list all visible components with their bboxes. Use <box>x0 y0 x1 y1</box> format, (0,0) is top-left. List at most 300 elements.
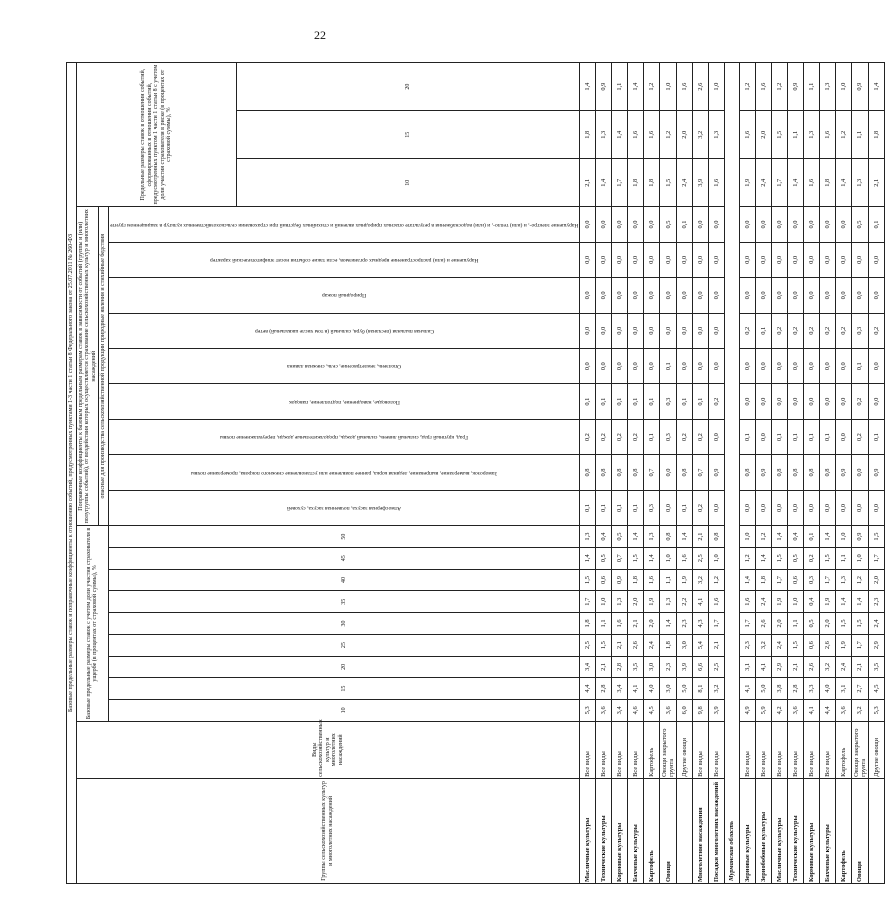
coef-cell: 0,8 <box>580 455 596 490</box>
coef-cell: 0,0 <box>819 490 835 525</box>
rotated-table <box>66 62 880 884</box>
table-row <box>851 63 868 884</box>
coef-cell: 0,0 <box>819 278 835 313</box>
coef-cell: 0,0 <box>580 278 596 313</box>
base-rate-cell: 3,5 <box>868 656 884 678</box>
coef-cell: 0,0 <box>851 278 868 313</box>
base-rate-cell: 0,4 <box>596 526 612 548</box>
right-rate-cell: 1,7 <box>612 159 628 207</box>
base-rate-cell: 4,9 <box>739 699 755 721</box>
base-rate-cell: 0,6 <box>596 569 612 591</box>
coef-cell: 0,1 <box>819 419 835 454</box>
coef-cell: 0,1 <box>677 207 693 242</box>
coef-cell: 0,0 <box>868 490 884 525</box>
row-crop: Все виды <box>709 721 725 778</box>
coef-cell: 0,1 <box>787 419 803 454</box>
base-rate-cell: 3,1 <box>739 656 755 678</box>
base-rate-cell: 2,1 <box>596 656 612 678</box>
base-rate-cell: 2,3 <box>739 634 755 656</box>
row-crop: Другие овощи <box>677 721 693 778</box>
header-base-rates: Базовые предельные размеры ставок с учетом доли участия страхователя в ущербе (в процентах от страховой суммы), % <box>76 526 108 721</box>
base-rate-cell: 4,1 <box>693 591 709 613</box>
coef-cell: 0,3 <box>644 490 660 525</box>
base-rate-cell: 1,7 <box>739 613 755 635</box>
right-rate-cell: 2,4 <box>677 159 693 207</box>
base-rate-cell: 2,4 <box>868 613 884 635</box>
rates-table <box>66 62 885 884</box>
coef-cell: 0,0 <box>868 242 884 277</box>
coef-cell: 0,0 <box>628 278 644 313</box>
coef-cell: 0,0 <box>677 242 693 277</box>
base-rate-cell: 1,0 <box>835 526 851 548</box>
row-crop: Все виды <box>596 721 612 778</box>
row-crop: Другие овощи <box>868 721 884 778</box>
base-rate-cell: 1,4 <box>835 591 851 613</box>
coef-cell: 0,2 <box>628 419 644 454</box>
coef-cell: 0,0 <box>739 490 755 525</box>
coef-cell: 0,0 <box>868 278 884 313</box>
header-right: Предельные размеры ставок в отношении событий, сформированных в отношении событий, предусмотренных пунктом 1 части 1 статьи 8 с учетом доли участия страхователя в риске (в процентах от страховой суммы), % <box>76 63 237 207</box>
row-crop: Все виды <box>628 721 644 778</box>
coef-cell: 0,0 <box>596 313 612 348</box>
row-group: Масличные культуры <box>771 778 787 883</box>
base-rate-cell: 1,1 <box>787 613 803 635</box>
base-rate-cell: 0,4 <box>803 591 819 613</box>
base-rate-cell: 1,4 <box>771 526 787 548</box>
coef-cell: 0,0 <box>755 207 771 242</box>
base-rate-cell: 0,4 <box>787 526 803 548</box>
base-rate-cell: 2,6 <box>628 634 644 656</box>
coef-cell: 0,2 <box>851 419 868 454</box>
base-rate-cell: 1,7 <box>771 569 787 591</box>
base-rate-cell: 4,2 <box>771 699 787 721</box>
base-rate-cell: 3,6 <box>835 699 851 721</box>
right-rate-cell: 3,2 <box>693 111 709 159</box>
coef-cell: 0,0 <box>628 242 644 277</box>
base-rate-cell: 3,4 <box>612 699 628 721</box>
base-rate-cell: 2,1 <box>693 526 709 548</box>
base-rate-cell: 3,2 <box>755 634 771 656</box>
row-crop: Картофель <box>644 721 660 778</box>
right-rate-cell: 1,1 <box>612 63 628 111</box>
franchise-30: 30 <box>108 613 579 635</box>
section2-body <box>739 63 884 884</box>
table-row <box>693 63 709 884</box>
coef-cell: 0,8 <box>677 455 693 490</box>
coef-cell: 0,1 <box>693 384 709 419</box>
franchise-45: 45 <box>108 547 579 569</box>
base-rate-cell: 1,3 <box>612 591 628 613</box>
coef-cell: 0,8 <box>628 455 644 490</box>
base-rate-cell: 1,4 <box>628 526 644 548</box>
right-rate-cell: 1,4 <box>580 63 596 111</box>
row-group: Овощи <box>851 778 868 883</box>
coef-cell: 0,8 <box>787 455 803 490</box>
coef-cell: 0,0 <box>693 278 709 313</box>
table-row <box>677 63 693 884</box>
base-rate-cell: 3,8 <box>771 678 787 700</box>
row-group: Масличные культуры <box>580 778 596 883</box>
row-crop: Все виды <box>739 721 755 778</box>
right-rate-cell: 1,2 <box>644 63 660 111</box>
base-rate-cell: 4,3 <box>693 613 709 635</box>
base-rate-cell: 1,1 <box>835 547 851 569</box>
base-rate-cell: 2,7 <box>851 678 868 700</box>
table-row <box>739 63 755 884</box>
coef-cell: 0,0 <box>739 349 755 384</box>
base-rate-cell: 2,9 <box>868 634 884 656</box>
base-rate-cell: 3,9 <box>677 656 693 678</box>
row-group: Бахчевые культуры <box>819 778 835 883</box>
base-rate-cell: 2,5 <box>709 656 725 678</box>
table-row <box>580 63 596 884</box>
base-rate-cell: 4,5 <box>644 699 660 721</box>
coef-cell: 0,0 <box>677 313 693 348</box>
header-crop: Виды сельскохозяйственных культур и многолетних насаждений <box>76 721 580 778</box>
coef-cell: 0,0 <box>596 278 612 313</box>
base-rate-cell: 2,1 <box>787 656 803 678</box>
right-rate-cell: 0,9 <box>596 63 612 111</box>
base-rate-cell: 1,4 <box>677 526 693 548</box>
table-title: Базовые предельные размеры ставок и поправочные коэффициенты к отношению событий, предусмотренных пунктами 1-3 части 1 статьи 8 Федерального закона от 25.07.2011 № 260-ФЗ <box>67 63 77 884</box>
right-rate-cell: 2,1 <box>580 159 596 207</box>
coef-cell: 0,0 <box>755 384 771 419</box>
coef-cell: 0,0 <box>755 278 771 313</box>
row-crop: Овощи закрытого грунта <box>660 721 677 778</box>
right-rate-cell: 1,4 <box>596 159 612 207</box>
coef-cell: 0,0 <box>851 455 868 490</box>
base-rate-cell: 4,1 <box>739 678 755 700</box>
base-rate-cell: 6,6 <box>693 656 709 678</box>
franchise-15: 15 <box>108 678 579 700</box>
base-rate-cell: 2,2 <box>677 591 693 613</box>
coef-cell: 0,0 <box>803 349 819 384</box>
right-rate-cell: 1,8 <box>644 159 660 207</box>
right-rate-cell: 1,8 <box>819 159 835 207</box>
base-rate-cell: 1,5 <box>835 613 851 635</box>
right-rate-cell: 1,5 <box>771 111 787 159</box>
coef-cell: 0,1 <box>677 384 693 419</box>
coef-cell: 0,0 <box>644 278 660 313</box>
region-row-body <box>725 63 739 884</box>
base-rate-cell: 1,5 <box>819 547 835 569</box>
table-row <box>612 63 628 884</box>
coef-cell: 0,0 <box>771 207 787 242</box>
coef-cell: 0,0 <box>644 349 660 384</box>
coef-cell: 0,0 <box>771 384 787 419</box>
coef-cell: 0,1 <box>644 384 660 419</box>
coef-cell: 0,0 <box>580 349 596 384</box>
coef-cell: 0,0 <box>709 419 725 454</box>
base-rate-cell: 1,8 <box>660 634 677 656</box>
right-franchise-10: 10 <box>237 159 580 207</box>
coef-cell: 0,0 <box>868 349 884 384</box>
coef-cell: 0,2 <box>709 384 725 419</box>
base-rate-cell: 2,9 <box>771 656 787 678</box>
base-rate-cell: 2,4 <box>755 591 771 613</box>
base-rate-cell: 1,5 <box>851 613 868 635</box>
coef-cell: 0,0 <box>771 349 787 384</box>
row-group: Зерновые культуры <box>739 778 755 883</box>
row-group: Картофель <box>644 778 660 883</box>
coef-cell: 0,1 <box>755 313 771 348</box>
base-rate-cell: 1,9 <box>835 634 851 656</box>
row-group: Кормовые культуры <box>803 778 819 883</box>
coef-cell: 0,0 <box>628 207 644 242</box>
coef-cell: 0,0 <box>677 349 693 384</box>
coef-cell: 0,0 <box>644 242 660 277</box>
region-title: Мурманская область <box>725 63 739 884</box>
coef-cell: 0,0 <box>755 242 771 277</box>
coef-cell: 0,0 <box>787 384 803 419</box>
row-crop: Овощи закрытого грунта <box>851 721 868 778</box>
base-rate-cell: 2,0 <box>644 613 660 635</box>
base-rate-cell: 1,9 <box>819 591 835 613</box>
base-rate-cell: 1,6 <box>612 613 628 635</box>
header-group: Группы сельскохозяйственных культур и многолетних насаждений <box>76 778 580 883</box>
right-rate-cell: 1,0 <box>709 63 725 111</box>
base-rate-cell: 1,5 <box>771 547 787 569</box>
base-rate-cell: 2,6 <box>803 656 819 678</box>
row-group <box>677 778 693 883</box>
base-rate-cell: 1,7 <box>580 591 596 613</box>
base-rate-cell: 3,1 <box>835 678 851 700</box>
coef-cell: 0,1 <box>868 419 884 454</box>
franchise-50: 50 <box>108 526 579 548</box>
coef-cell: 0,0 <box>835 349 851 384</box>
row-crop: Все виды <box>787 721 803 778</box>
row-group: Технические культуры <box>596 778 612 883</box>
right-rate-cell: 1,1 <box>851 111 868 159</box>
coef-cell: 0,0 <box>835 242 851 277</box>
base-rate-cell: 0,9 <box>851 526 868 548</box>
coef-cell: 0,0 <box>660 278 677 313</box>
base-rate-cell: 1,5 <box>580 569 596 591</box>
base-rate-cell: 1,2 <box>851 569 868 591</box>
coef-cell: 0,0 <box>709 207 725 242</box>
base-rate-cell: 4,1 <box>755 656 771 678</box>
base-rate-cell: 0,5 <box>596 547 612 569</box>
coef-cell: 0,1 <box>803 419 819 454</box>
coef-cell: 0,0 <box>755 419 771 454</box>
base-rate-cell: 0,9 <box>612 569 628 591</box>
event-col-2: Град, крупный град, сильный ливень, сильный дождь, продолжительные дожди, переувлажнение почвы <box>220 434 469 441</box>
table-row <box>868 63 884 884</box>
coef-cell: 0,0 <box>835 384 851 419</box>
base-rate-cell: 8,1 <box>693 678 709 700</box>
base-rate-cell: 1,6 <box>677 547 693 569</box>
coef-cell: 0,1 <box>580 490 596 525</box>
base-rate-cell: 2,3 <box>660 656 677 678</box>
event-col-0: Атмосферная засуха, почвенная засуха, суховей <box>287 505 402 512</box>
coef-cell: 0,1 <box>739 419 755 454</box>
right-rate-cell: 1,6 <box>819 111 835 159</box>
base-rate-cell: 3,2 <box>693 569 709 591</box>
coef-cell: 0,9 <box>868 455 884 490</box>
coef-cell: 0,2 <box>803 313 819 348</box>
right-rate-cell: 0,9 <box>787 63 803 111</box>
base-rate-cell: 3,2 <box>819 656 835 678</box>
coef-cell: 0,0 <box>709 313 725 348</box>
coef-cell: 0,1 <box>596 490 612 525</box>
base-rate-cell: 1,7 <box>819 569 835 591</box>
coef-cell: 0,1 <box>868 207 884 242</box>
base-rate-cell: 1,4 <box>660 613 677 635</box>
right-rate-cell: 1,2 <box>835 111 851 159</box>
coef-cell: 0,0 <box>628 349 644 384</box>
base-rate-cell: 1,6 <box>709 591 725 613</box>
coef-cell: 0,0 <box>660 490 677 525</box>
row-crop: Все виды <box>803 721 819 778</box>
coef-cell: 0,1 <box>677 490 693 525</box>
coef-cell: 0,1 <box>628 384 644 419</box>
row-group: Зернобобовые культуры <box>755 778 771 883</box>
base-rate-cell: 1,0 <box>787 591 803 613</box>
coef-cell: 0,0 <box>660 455 677 490</box>
page-number: 22 <box>314 28 326 42</box>
base-rate-cell: 3,2 <box>851 699 868 721</box>
base-rate-cell: 1,2 <box>709 569 725 591</box>
base-rate-cell: 0,5 <box>612 526 628 548</box>
coef-cell: 0,0 <box>771 242 787 277</box>
franchise-35: 35 <box>108 591 579 613</box>
base-rate-cell: 3,6 <box>596 699 612 721</box>
right-rate-cell: 1,3 <box>851 159 868 207</box>
base-rate-cell: 1,1 <box>596 613 612 635</box>
base-rate-cell: 4,6 <box>628 699 644 721</box>
right-rate-cell: 1,2 <box>771 63 787 111</box>
row-group <box>868 778 884 883</box>
coef-cell: 0,0 <box>660 242 677 277</box>
coef-cell: 0,0 <box>739 278 755 313</box>
base-rate-cell: 3,6 <box>787 699 803 721</box>
base-rate-cell: 2,0 <box>628 591 644 613</box>
coef-cell: 0,0 <box>755 349 771 384</box>
coef-cell: 0,0 <box>787 278 803 313</box>
base-rate-cell: 1,1 <box>660 569 677 591</box>
franchise-20: 20 <box>108 656 579 678</box>
base-rate-cell: 2,6 <box>819 634 835 656</box>
right-rate-cell: 1,8 <box>580 111 596 159</box>
coef-cell: 0,8 <box>596 455 612 490</box>
coef-cell: 0,0 <box>677 278 693 313</box>
right-rate-cell: 2,1 <box>868 159 884 207</box>
table-row <box>803 63 819 884</box>
coef-cell: 0,8 <box>739 455 755 490</box>
base-rate-cell: 4,4 <box>819 699 835 721</box>
coef-cell: 0,8 <box>612 455 628 490</box>
right-rate-cell: 1,4 <box>868 63 884 111</box>
header-coef: Поправочные коэффициенты к базовым предельным размерам ставок в зависимости от событий (группы и (или) полугруппы событий), от воздействия которых осуществляется страхование сельскохозяйственных культур и многолетних насаждений <box>76 207 99 526</box>
base-rate-cell: 5,3 <box>868 699 884 721</box>
coef-cell: 0,2 <box>693 419 709 454</box>
coef-cell: 0,0 <box>787 242 803 277</box>
coef-cell: 0,0 <box>693 313 709 348</box>
base-rate-cell: 2,0 <box>868 569 884 591</box>
coef-cell: 0,0 <box>771 490 787 525</box>
base-rate-cell: 6,0 <box>677 699 693 721</box>
coef-cell: 0,1 <box>771 419 787 454</box>
right-rate-cell: 1,8 <box>628 159 644 207</box>
base-rate-cell: 4,1 <box>803 699 819 721</box>
coef-cell: 0,2 <box>835 313 851 348</box>
coef-cell: 0,7 <box>693 455 709 490</box>
coef-cell: 0,0 <box>580 207 596 242</box>
base-rate-cell: 0,6 <box>787 569 803 591</box>
coef-cell: 0,0 <box>771 278 787 313</box>
coef-cell: 0,1 <box>596 384 612 419</box>
coef-cell: 0,0 <box>612 278 628 313</box>
base-rate-cell: 0,5 <box>803 613 819 635</box>
coef-cell: 0,9 <box>709 455 725 490</box>
coef-cell: 0,2 <box>580 419 596 454</box>
coef-cell: 0,0 <box>709 242 725 277</box>
base-rate-cell: 1,0 <box>660 547 677 569</box>
coef-cell: 0,2 <box>868 313 884 348</box>
right-rate-cell: 1,4 <box>787 159 803 207</box>
base-rate-cell: 1,4 <box>644 547 660 569</box>
coef-cell: 0,0 <box>819 384 835 419</box>
right-rate-cell: 1,6 <box>755 63 771 111</box>
base-rate-cell: 1,6 <box>739 591 755 613</box>
base-rate-cell: 1,6 <box>644 569 660 591</box>
coef-cell: 0,0 <box>819 349 835 384</box>
event-col-5: Сильная пыльная (песчаная) буря, сильный (в том числе шквальный) ветер <box>254 327 434 334</box>
right-rate-cell: 1,6 <box>677 63 693 111</box>
coef-cell: 0,9 <box>835 455 851 490</box>
coef-cell: 0,0 <box>596 207 612 242</box>
coef-cell: 0,0 <box>819 242 835 277</box>
base-rate-cell: 5,4 <box>693 634 709 656</box>
coef-cell: 0,0 <box>803 207 819 242</box>
right-rate-cell: 1,8 <box>868 111 884 159</box>
right-franchise-20: 20 <box>237 63 580 111</box>
coef-cell: 0,0 <box>835 490 851 525</box>
table-row <box>819 63 835 884</box>
right-rate-cell: 1,5 <box>660 159 677 207</box>
right-rate-cell: 1,4 <box>628 63 644 111</box>
coef-cell: 0,2 <box>677 419 693 454</box>
coef-cell: 0,5 <box>660 207 677 242</box>
right-rate-cell: 1,1 <box>803 63 819 111</box>
coef-cell: 0,0 <box>803 278 819 313</box>
base-rate-cell: 1,7 <box>851 634 868 656</box>
table-row <box>709 63 725 884</box>
row-group: Многолетние насаждения <box>693 778 709 883</box>
coef-cell: 0,2 <box>771 313 787 348</box>
base-rate-cell: 0,1 <box>803 526 819 548</box>
base-rate-cell: 3,2 <box>709 678 725 700</box>
right-rate-cell: 2,4 <box>755 159 771 207</box>
base-rate-cell: 1,5 <box>868 526 884 548</box>
row-group: Кормовые культуры <box>612 778 628 883</box>
section1-body <box>580 63 725 884</box>
base-rate-cell: 3,4 <box>580 656 596 678</box>
row-group: Овощи <box>660 778 677 883</box>
base-rate-cell: 4,5 <box>868 678 884 700</box>
coef-cell: 0,0 <box>596 242 612 277</box>
base-rate-cell: 3,9 <box>709 699 725 721</box>
coef-cell: 0,0 <box>868 384 884 419</box>
base-rate-cell: 4,0 <box>644 678 660 700</box>
event-col-4: Оползень, землетрясение, сель, снежная лавина <box>287 363 402 370</box>
row-crop: Картофель <box>835 721 851 778</box>
base-rate-cell: 1,5 <box>787 634 803 656</box>
coef-cell: 0,0 <box>709 349 725 384</box>
base-rate-cell: 2,3 <box>677 613 693 635</box>
base-rate-cell: 1,0 <box>709 547 725 569</box>
coef-cell: 0,0 <box>739 384 755 419</box>
